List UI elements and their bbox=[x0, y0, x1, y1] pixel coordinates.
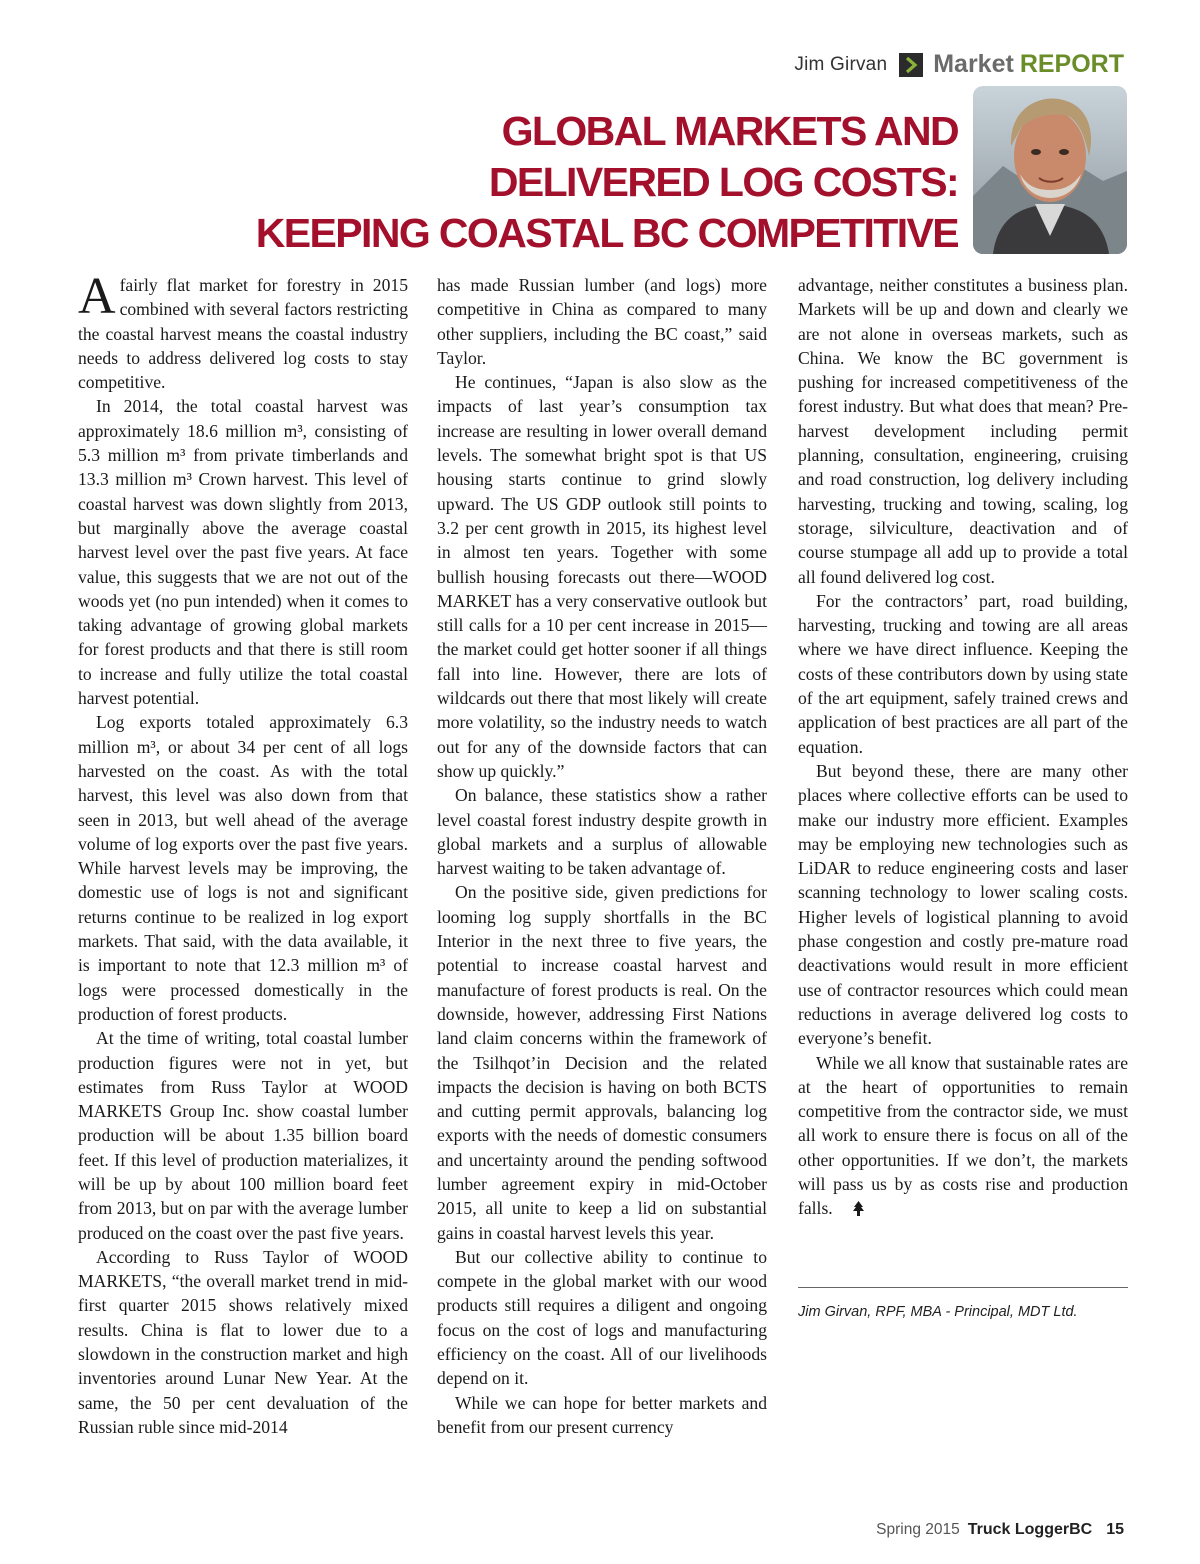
article-paragraph: On balance, these statistics show a rather level coastal forest industry despite growth in global markets and a surplus of allowable harvest waiting to be taken advantage of. bbox=[437, 785, 767, 879]
author-name: Jim Girvan bbox=[794, 53, 888, 75]
article-paragraph: But beyond these, there are many other places where collective efforts can be used to make our industry more efficient. Examples may be employing new technologies such as LiDAR to reduce engineering costs and laser scanning technology to lower scaling costs. Higher levels of logistical planning to avoid phase congestion and costly pre-mature road deactivations would result in more efficient use of contractor resources which could mean reductions in average delivered log costs to everyone’s benefit. bbox=[798, 760, 1128, 1049]
headline-line: DELIVERED LOG COSTS: bbox=[488, 159, 958, 205]
article-column-2 bbox=[437, 273, 767, 1439]
arrow-right-icon bbox=[899, 53, 923, 77]
article-paragraph: has made Russian lumber (and logs) more competitive in China as compared to many other suppliers, including the BC coast,” said Taylor. bbox=[437, 275, 767, 368]
article-paragraph: While we can hope for better markets and benefit from our present currency bbox=[437, 1392, 767, 1437]
magazine-name: Truck LoggerBC bbox=[967, 1521, 1093, 1538]
article-paragraph: According to Russ Taylor of WOOD MARKETS, “the overall market trend in mid-first quarter 2015 shows relatively mixed results. China is flat to lower due to a slowdown in the construction market and high inventories around Lunar New Year. At the same, the 50 per cent devaluation of the Russian ruble since mid-2014 bbox=[78, 1246, 408, 1437]
article-column-1 bbox=[78, 268, 408, 1439]
issue-date: Spring 2015 bbox=[876, 1521, 960, 1538]
page-footer bbox=[876, 1521, 1124, 1539]
paragraph-text: fairly flat market for forestry in 2015 combined with several factors restricting the coastal harvest means the coastal industry needs to address delivered log costs to stay competitive. bbox=[78, 275, 408, 393]
article-paragraph bbox=[78, 268, 408, 394]
paragraph-text: While we all know that sustainable rates are at the heart of opportunities to remain competitive from the contractor side, we must all work to ensure there is focus on all of the other opportunities. If we don’t, the markets will pass us by as costs rise and production falls. bbox=[798, 1052, 1128, 1219]
article-paragraph: On the positive side, given predictions for looming log supply shortfalls in the BC Interior in the next three to five years, the potential to increase coastal harvest and manufacture of forest products is real. On the downside, however, addressing First Nations land claim concerns within the framework of the Tsilhqot’in Decision and the related impacts the decision is having on both BCTS and cutting permit approvals, balancing log exports with the needs of domestic consumers and uncertainty around the pending softwood lumber agreement expiry in mid-October 2015, all unite to keep a lid on substantial gains in coastal harvest levels this year. bbox=[437, 882, 767, 1243]
article-paragraph: For the contractors’ part, road building, harvesting, trucking and towing are all areas where we have direct influence. Keeping the costs of these contributors down by using state of the art equipment, safely trained crews and application of best practices are all part of the equation. bbox=[798, 590, 1128, 757]
byline-divider bbox=[798, 1287, 1128, 1288]
article-paragraph: In 2014, the total coastal harvest was approximately 18.6 million m³, consisting of 5.3 million m³ from private timberlands and 13.3 million m³ Crown harvest. This level of coastal harvest was down slightly from 2013, but marginally above the average coastal harvest level over the past five years. At face value, this suggests that we are not out of the woods yet (no pun intended) when it comes to taking advantage of growing global markets for forest products and that there is still room to increase and fully utilize the total coastal harvest potential. bbox=[78, 396, 408, 709]
article-paragraph: He continues, “Japan is also slow as the impacts of last year’s consumption tax increase are resulting in lower overall demand levels. The somewhat bright spot is that US housing starts continue to grind slowly upward. The US GDP outlook still points to 3.2 per cent growth in 2015, its highest level in almost ten years. Together with some bullish housing forecasts out there—WOOD MARKET has a very conservative outlook but still calls for a 10 per cent increase in 2015—the market could get hotter sooner if all things fall into line. However, there are lots of wildcards out there that most likely will create more volatility, so the industry needs to watch out for any of the downside factors that can show up quickly.” bbox=[437, 372, 767, 781]
article-paragraph bbox=[798, 1051, 1128, 1223]
headline-line: GLOBAL MARKETS AND bbox=[501, 108, 958, 154]
author-photo bbox=[973, 86, 1127, 254]
section-header bbox=[794, 50, 1124, 79]
article-paragraph: advantage, neither constitutes a business plan. Markets will be up and down and clearly we are not alone in overseas markets, such as China. We know the BC government is pushing for increased competitiveness of the forest industry. But what does that mean? Pre-harvest development including permit planning, consultation, engineering, cruising and road construction, log delivery including harvesting, trucking and towing, scaling, log storage, silviculture, deactivation and of course stumpage all add up to provide a total all found delivered log cost. bbox=[798, 275, 1128, 587]
article-column-3 bbox=[798, 273, 1128, 1223]
article-headline bbox=[180, 106, 958, 259]
article-paragraph: Log exports totaled approximately 6.3 million m³, or about 34 per cent of all logs harvested on the coast. As with the total harvest, this level was also down from that seen in 2013, but well ahead of the average volume of log exports over the past five years. While harvest levels may be improving, the domestic use of logs is not and significant returns continue to be realized in log export markets. That said, with the data available, it is important to note that 12.3 million m³ of logs were processed domestically in the production of forest products. bbox=[78, 712, 408, 1024]
section-label-emphasis: REPORT bbox=[1019, 50, 1124, 78]
page-number: 15 bbox=[1106, 1521, 1124, 1538]
author-byline: Jim Girvan, RPF, MBA - Principal, MDT Ltd. bbox=[798, 1304, 1078, 1320]
drop-cap: A bbox=[78, 268, 116, 325]
section-label: Market bbox=[933, 50, 1014, 78]
tree-icon bbox=[835, 1198, 864, 1222]
headline-line: KEEPING COASTAL BC COMPETITIVE bbox=[255, 210, 958, 256]
article-paragraph: At the time of writing, total coastal lumber production figures were not in yet, but estimates from Russ Taylor at WOOD MARKETS Group Inc. show coastal lumber production will be about 1.35 billion board feet. If this level of production materializes, it will be up by about 100 million board feet from 2013, but on par with the average lumber produced on the coast over the past five years. bbox=[78, 1028, 408, 1243]
article-paragraph: But our collective ability to continue to compete in the global market with our wood products still requires a diligent and ongoing focus on the cost of logs and manufacturing efficiency on the coast. All of our livelihoods depend on it. bbox=[437, 1246, 767, 1389]
